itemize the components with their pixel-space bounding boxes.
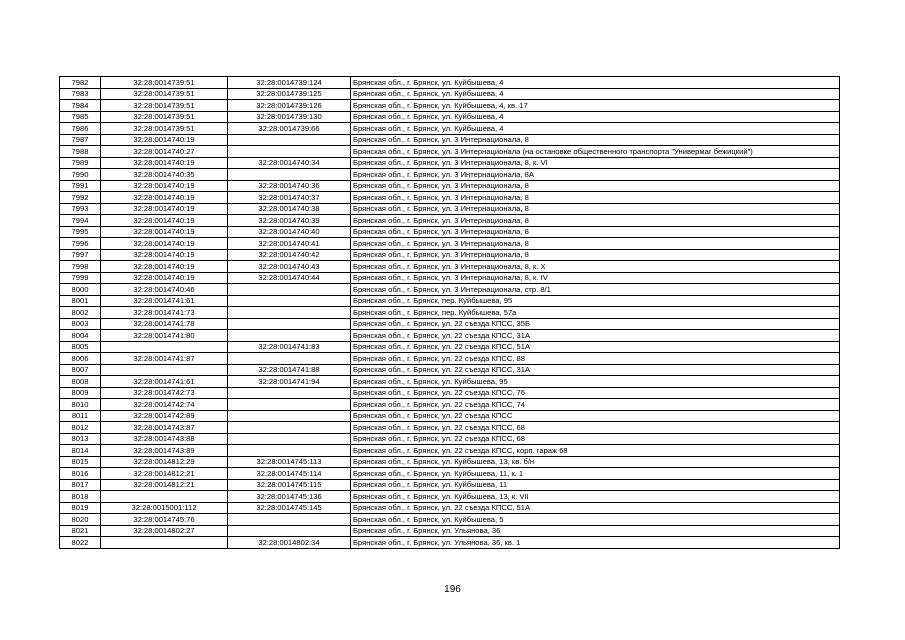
table-row <box>60 502 840 514</box>
row-number-cell: 8006 <box>60 353 101 365</box>
row-number-cell: 8009 <box>60 387 101 399</box>
address-cell: Брянская обл., г. Брянск, ул. 22 съезда КПСС, 76 <box>351 387 840 399</box>
address-cell: Брянская обл., г. Брянск, ул. 22 съезда КПСС, 74 <box>351 399 840 411</box>
parent-cadastral-number-cell: 32:28:0014740:19 <box>101 261 228 273</box>
cadastral-number-cell: 32:28:0014739:124 <box>228 77 351 89</box>
address-cell: Брянская обл., г. Брянск, пер. Куйбышева, 57а <box>351 307 840 319</box>
table-row <box>60 456 840 468</box>
cadastral-number-cell: 32:28:0014739:125 <box>228 88 351 100</box>
address-cell: Брянская обл., г. Брянск, ул. 22 съезда КПСС, 68 <box>351 422 840 434</box>
table-row <box>60 364 840 376</box>
row-number-cell: 8004 <box>60 330 101 342</box>
row-number-cell: 7983 <box>60 88 101 100</box>
table-row <box>60 180 840 192</box>
table-row <box>60 238 840 250</box>
parent-cadastral-number-cell <box>101 364 228 376</box>
row-number-cell: 7982 <box>60 77 101 89</box>
parent-cadastral-number-cell: 32:28:0014743:88 <box>101 433 228 445</box>
row-number-cell: 7996 <box>60 238 101 250</box>
cadastral-number-cell <box>228 284 351 296</box>
row-number-cell: 7984 <box>60 100 101 112</box>
cadastral-number-cell: 32:28:0014739:126 <box>228 100 351 112</box>
parent-cadastral-number-cell: 32:28:0014739:51 <box>101 100 228 112</box>
table-row <box>60 445 840 457</box>
address-cell: Брянская обл., г. Брянск, ул. 22 съезда КПСС, 88 <box>351 353 840 365</box>
parent-cadastral-number-cell: 32:28:0014739:51 <box>101 88 228 100</box>
address-cell: Брянская обл., г. Брянск, ул. 3 Интернационала, 8 <box>351 226 840 238</box>
parent-cadastral-number-cell: 32:28:0014741:80 <box>101 330 228 342</box>
cadastral-number-cell <box>228 399 351 411</box>
row-number-cell: 8003 <box>60 318 101 330</box>
parent-cadastral-number-cell: 32:28:0014739:51 <box>101 77 228 89</box>
parent-cadastral-number-cell: 32:28:0014741:87 <box>101 353 228 365</box>
row-number-cell: 7990 <box>60 169 101 181</box>
address-cell: Брянская обл., г. Брянск, ул. 3 Интернационала, 8 <box>351 192 840 204</box>
cadastral-number-cell: 32:28:0014740:40 <box>228 226 351 238</box>
address-cell: Брянская обл., г. Брянск, ул. Куйбышева, 95 <box>351 376 840 388</box>
table-row <box>60 192 840 204</box>
address-cell: Брянская обл., г. Брянск, ул. 22 съезда КПСС, 51А <box>351 502 840 514</box>
cadastral-number-cell: 32:28:0014745:136 <box>228 491 351 503</box>
cadastral-number-cell: 32:28:0014802:34 <box>228 537 351 549</box>
table-row <box>60 433 840 445</box>
table-body <box>60 77 840 549</box>
parent-cadastral-number-cell: 32:28:0014740:19 <box>101 180 228 192</box>
table-row <box>60 157 840 169</box>
address-cell: Брянская обл., г. Брянск, ул. 22 съезда КПСС, 31А <box>351 364 840 376</box>
parent-cadastral-number-cell: 32:28:0014741:78 <box>101 318 228 330</box>
cadastral-number-cell: 32:28:0014739:66 <box>228 123 351 135</box>
row-number-cell: 7986 <box>60 123 101 135</box>
table-row <box>60 341 840 353</box>
table-row <box>60 88 840 100</box>
row-number-cell: 7997 <box>60 249 101 261</box>
table-row <box>60 422 840 434</box>
table-row <box>60 318 840 330</box>
address-cell: Брянская обл., г. Брянск, ул. Куйбышева, 13, кв. б/н <box>351 456 840 468</box>
address-cell: Брянская обл., г. Брянск, ул. Ульянова, 36 <box>351 525 840 537</box>
cadastral-number-cell <box>228 318 351 330</box>
row-number-cell: 8000 <box>60 284 101 296</box>
cadastral-number-cell: 32:28:0014740:38 <box>228 203 351 215</box>
cadastral-number-cell <box>228 514 351 526</box>
cadastral-number-cell <box>228 295 351 307</box>
row-number-cell: 8002 <box>60 307 101 319</box>
table-row <box>60 123 840 135</box>
table-row <box>60 491 840 503</box>
cadastral-number-cell <box>228 410 351 422</box>
table-row <box>60 468 840 480</box>
parent-cadastral-number-cell: 32:28:0014742:74 <box>101 399 228 411</box>
row-number-cell: 7993 <box>60 203 101 215</box>
table-row <box>60 410 840 422</box>
table-row <box>60 514 840 526</box>
address-cell: Брянская обл., г. Брянск, ул. 3 Интернационала, 8 <box>351 238 840 250</box>
cadastral-number-cell: 32:28:0014740:42 <box>228 249 351 261</box>
parent-cadastral-number-cell: 32:28:0014741:73 <box>101 307 228 319</box>
table-row <box>60 146 840 158</box>
address-cell: Брянская обл., г. Брянск, ул. 3 Интернационала, 8, к. VI <box>351 157 840 169</box>
row-number-cell: 8017 <box>60 479 101 491</box>
address-cell: Брянская обл., г. Брянск, ул. 3 Интернационала, стр. 8/1 <box>351 284 840 296</box>
row-number-cell: 8015 <box>60 456 101 468</box>
table-row <box>60 399 840 411</box>
address-cell: Брянская обл., г. Брянск, ул. Куйбышева, 4 <box>351 88 840 100</box>
parent-cadastral-number-cell: 32:28:0014812:29 <box>101 456 228 468</box>
table-row <box>60 525 840 537</box>
address-cell: Брянская обл., г. Брянск, ул. 22 съезда КПСС, 31А <box>351 330 840 342</box>
row-number-cell: 8001 <box>60 295 101 307</box>
row-number-cell: 8020 <box>60 514 101 526</box>
row-number-cell: 7991 <box>60 180 101 192</box>
table-row <box>60 307 840 319</box>
cadastral-number-cell <box>228 387 351 399</box>
table-row <box>60 134 840 146</box>
address-cell: Брянская обл., г. Брянск, ул. Куйбышева, 11, к. 1 <box>351 468 840 480</box>
cadastral-number-cell: 32:28:0014741:83 <box>228 341 351 353</box>
parent-cadastral-number-cell <box>101 537 228 549</box>
parent-cadastral-number-cell: 32:28:0014740:19 <box>101 192 228 204</box>
cadastral-number-cell <box>228 146 351 158</box>
address-cell: Брянская обл., г. Брянск, ул. Куйбышева, 4 <box>351 123 840 135</box>
row-number-cell: 7999 <box>60 272 101 284</box>
row-number-cell: 7989 <box>60 157 101 169</box>
cadastral-number-cell: 32:28:0014739:130 <box>228 111 351 123</box>
address-cell: Брянская обл., г. Брянск, ул. Куйбышева, 4 <box>351 77 840 89</box>
cadastral-number-cell <box>228 433 351 445</box>
parent-cadastral-number-cell: 32:28:0015001:112 <box>101 502 228 514</box>
address-cell: Брянская обл., г. Брянск, ул. 3 Интернационала, 8А <box>351 169 840 181</box>
table-row <box>60 376 840 388</box>
row-number-cell: 8018 <box>60 491 101 503</box>
address-cell: Брянская обл., г. Брянск, ул. 3 Интернационала, 8 <box>351 134 840 146</box>
table-row <box>60 387 840 399</box>
address-cell: Брянская обл., г. Брянск, ул. 3 Интернационала, 8 <box>351 180 840 192</box>
cadastral-number-cell: 32:28:0014740:41 <box>228 238 351 250</box>
parent-cadastral-number-cell: 32:28:0014745:76 <box>101 514 228 526</box>
cadastral-number-cell: 32:28:0014740:44 <box>228 272 351 284</box>
table-row <box>60 261 840 273</box>
parent-cadastral-number-cell <box>101 341 228 353</box>
parent-cadastral-number-cell: 32:28:0014740:46 <box>101 284 228 296</box>
address-cell: Брянская обл., г. Брянск, пер. Куйбышева, 95 <box>351 295 840 307</box>
table-row <box>60 537 840 549</box>
address-cell: Брянская обл., г. Брянск, ул. 22 съезда КПСС, 51А <box>351 341 840 353</box>
parent-cadastral-number-cell: 32:28:0014743:87 <box>101 422 228 434</box>
address-cell: Брянская обл., г. Брянск, ул. Куйбышева, 11 <box>351 479 840 491</box>
cadastral-number-cell: 32:28:0014740:36 <box>228 180 351 192</box>
parent-cadastral-number-cell: 32:28:0014740:19 <box>101 249 228 261</box>
parent-cadastral-number-cell: 32:28:0014740:19 <box>101 238 228 250</box>
table-row <box>60 353 840 365</box>
parent-cadastral-number-cell: 32:28:0014743:89 <box>101 445 228 457</box>
row-number-cell: 8022 <box>60 537 101 549</box>
address-cell: Брянская обл., г. Брянск, ул. Куйбышева, 4 <box>351 111 840 123</box>
row-number-cell: 7998 <box>60 261 101 273</box>
address-cell: Брянская обл., г. Брянск, ул. 3 Интернационала, 8 <box>351 215 840 227</box>
cadastral-number-cell: 32:28:0014745:145 <box>228 502 351 514</box>
address-cell: Брянская обл., г. Брянск, ул. 22 съезда КПСС, 68 <box>351 433 840 445</box>
address-cell: Брянская обл., г. Брянск, ул. Ульянова, 36, кв. 1 <box>351 537 840 549</box>
table-row <box>60 111 840 123</box>
cadastral-number-cell <box>228 445 351 457</box>
address-cell: Брянская обл., г. Брянск, ул. Куйбышева, 5 <box>351 514 840 526</box>
address-cell: Брянская обл., г. Брянск, ул. 22 съезда КПСС <box>351 410 840 422</box>
cadastral-number-cell: 32:28:0014745:114 <box>228 468 351 480</box>
cadastral-number-cell <box>228 422 351 434</box>
cadastral-number-cell: 32:28:0014740:37 <box>228 192 351 204</box>
cadastral-number-cell <box>228 525 351 537</box>
row-number-cell: 8013 <box>60 433 101 445</box>
address-cell: Брянская обл., г. Брянск, ул. 22 съезда КПСС, 35Б <box>351 318 840 330</box>
table-row <box>60 330 840 342</box>
table-row <box>60 226 840 238</box>
cadastral-number-cell <box>228 330 351 342</box>
parent-cadastral-number-cell <box>101 491 228 503</box>
parent-cadastral-number-cell: 32:28:0014740:27 <box>101 146 228 158</box>
cadastral-number-cell: 32:28:0014740:43 <box>228 261 351 273</box>
cadastral-number-cell: 32:28:0014740:39 <box>228 215 351 227</box>
cadastral-number-cell <box>228 134 351 146</box>
row-number-cell: 8005 <box>60 341 101 353</box>
row-number-cell: 8014 <box>60 445 101 457</box>
cadastral-number-cell: 32:28:0014745:115 <box>228 479 351 491</box>
row-number-cell: 8011 <box>60 410 101 422</box>
parent-cadastral-number-cell: 32:28:0014741:61 <box>101 376 228 388</box>
table-row <box>60 77 840 89</box>
cadastral-number-cell <box>228 307 351 319</box>
address-cell: Брянская обл., г. Брянск, ул. 22 съезда КПСС, корп. гараж 68 <box>351 445 840 457</box>
table-row <box>60 169 840 181</box>
table-row <box>60 215 840 227</box>
address-cell: Брянская обл., г. Брянск, ул. Куйбышева, 4, кв. 17 <box>351 100 840 112</box>
cadastral-table <box>59 76 840 549</box>
row-number-cell: 7994 <box>60 215 101 227</box>
row-number-cell: 7988 <box>60 146 101 158</box>
table-row <box>60 295 840 307</box>
parent-cadastral-number-cell: 32:28:0014740:19 <box>101 134 228 146</box>
table-row <box>60 272 840 284</box>
row-number-cell: 7992 <box>60 192 101 204</box>
address-cell: Брянская обл., г. Брянск, ул. 3 Интернационала, 8, к. X <box>351 261 840 273</box>
row-number-cell: 8016 <box>60 468 101 480</box>
table-row <box>60 203 840 215</box>
cadastral-number-cell: 32:28:0014740:34 <box>228 157 351 169</box>
row-number-cell: 7995 <box>60 226 101 238</box>
cadastral-number-cell <box>228 353 351 365</box>
address-cell: Брянская обл., г. Брянск, ул. 3 Интернационала, 8 <box>351 249 840 261</box>
parent-cadastral-number-cell: 32:28:0014740:19 <box>101 272 228 284</box>
row-number-cell: 8008 <box>60 376 101 388</box>
parent-cadastral-number-cell: 32:28:0014740:19 <box>101 215 228 227</box>
table-row <box>60 100 840 112</box>
address-cell: Брянская обл., г. Брянск, ул. 3 Интернационала, 8, к. IV <box>351 272 840 284</box>
table-row <box>60 249 840 261</box>
parent-cadastral-number-cell: 32:28:0014740:19 <box>101 226 228 238</box>
address-cell: Брянская обл., г. Брянск, ул. Куйбышева, 13, к. VII <box>351 491 840 503</box>
cadastral-number-cell <box>228 169 351 181</box>
cadastral-number-cell: 32:28:0014741:94 <box>228 376 351 388</box>
page-number: 196 <box>444 584 461 595</box>
parent-cadastral-number-cell: 32:28:0014812:21 <box>101 479 228 491</box>
row-number-cell: 8021 <box>60 525 101 537</box>
parent-cadastral-number-cell: 32:28:0014741:61 <box>101 295 228 307</box>
table-row <box>60 479 840 491</box>
address-cell: Брянская обл., г. Брянск, ул. 3 Интернационала, 8 <box>351 203 840 215</box>
row-number-cell: 8012 <box>60 422 101 434</box>
row-number-cell: 7987 <box>60 134 101 146</box>
table-row <box>60 284 840 296</box>
parent-cadastral-number-cell: 32:28:0014740:19 <box>101 157 228 169</box>
row-number-cell: 8010 <box>60 399 101 411</box>
parent-cadastral-number-cell: 32:28:0014740:35 <box>101 169 228 181</box>
parent-cadastral-number-cell: 32:28:0014739:51 <box>101 123 228 135</box>
row-number-cell: 7985 <box>60 111 101 123</box>
cadastral-number-cell: 32:28:0014745:113 <box>228 456 351 468</box>
parent-cadastral-number-cell: 32:28:0014740:19 <box>101 203 228 215</box>
parent-cadastral-number-cell: 32:28:0014742:73 <box>101 387 228 399</box>
parent-cadastral-number-cell: 32:28:0014739:51 <box>101 111 228 123</box>
parent-cadastral-number-cell: 32:28:0014802:27 <box>101 525 228 537</box>
row-number-cell: 8019 <box>60 502 101 514</box>
parent-cadastral-number-cell: 32:28:0014742:89 <box>101 410 228 422</box>
address-cell: Брянская обл., г. Брянск, ул. 3 Интернационала (на остановке общественного транспорта "Универмаг бежицкий") <box>351 146 840 158</box>
row-number-cell: 8007 <box>60 364 101 376</box>
cadastral-number-cell: 32:28:0014741:88 <box>228 364 351 376</box>
parent-cadastral-number-cell: 32:28:0014812:21 <box>101 468 228 480</box>
